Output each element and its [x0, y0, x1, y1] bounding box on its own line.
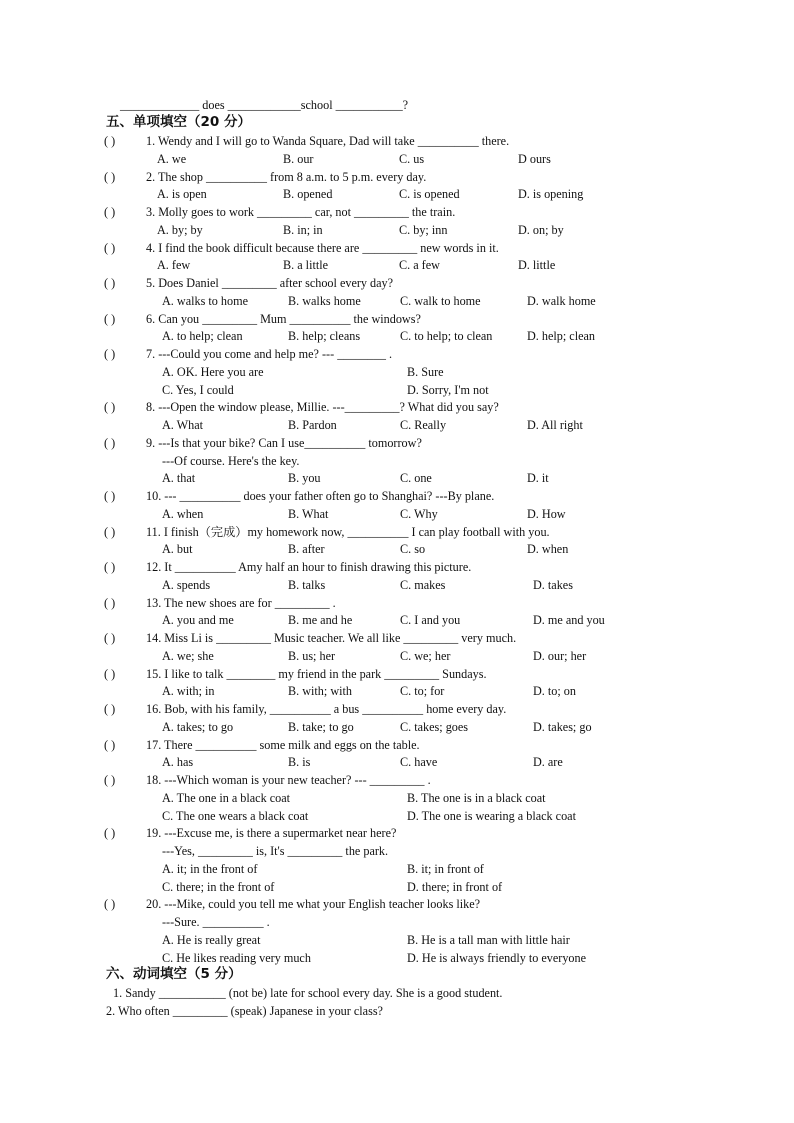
question-14-stem: 14. Miss Li is _________ Music teacher. We all like _________ very much.	[146, 631, 517, 645]
answer-paren-15: ( )	[104, 666, 116, 681]
question-19-line2: ---Yes, _________ is, It's _________ the park.	[162, 844, 389, 858]
question-5-stem: 5. Does Daniel _________ after school every day?	[146, 276, 394, 290]
question-10-option-C: C. Why	[400, 506, 438, 521]
question-11-option-D: D. when	[527, 542, 569, 557]
question-15-option-B: B. with; with	[288, 684, 352, 699]
answer-paren-20: ( )	[104, 897, 116, 912]
verb-item-1: 1. Sandy ___________ (not be) late for school every day. She is a good student.	[113, 986, 503, 1000]
question-13-option-A: A. you and me	[162, 613, 234, 628]
question-4-option-D: D. little	[518, 258, 556, 273]
question-2-stem: 2. The shop __________ from 8 a.m. to 5 p.m. every day.	[146, 169, 427, 184]
question-13-stem: 13. The new shoes are for _________ .	[146, 595, 336, 610]
question-15-option-A: A. with; in	[162, 684, 215, 699]
question-7-option-C: C. Yes, I could	[162, 382, 234, 397]
question-11-option-A: A. but	[162, 542, 193, 557]
question-7-option-A: A. OK. Here you are	[162, 364, 264, 379]
question-7-option-B: B. Sure	[407, 364, 444, 379]
question-2-option-C: C. is opened	[399, 187, 460, 202]
question-18-option-A: A. The one in a black coat	[162, 790, 291, 805]
question-16-option-C: C. takes; goes	[400, 719, 469, 734]
question-9-option-C: C. one	[400, 471, 432, 486]
question-11-option-B: B. after	[288, 542, 325, 557]
question-1-option-B: B. our	[283, 151, 314, 166]
question-9-option-D: D. it	[527, 471, 549, 486]
question-19-option-B: B. it; in front of	[407, 861, 484, 876]
question-15-stem: 15. I like to talk ________ my friend in the park _________ Sundays.	[146, 666, 487, 681]
question-19-stem: 19. ---Excuse me, is there a supermarket near here?	[146, 826, 397, 841]
question-17-option-D: D. are	[533, 755, 563, 770]
answer-paren-9: ( )	[104, 435, 116, 450]
question-3-option-C: C. by; inn	[399, 222, 448, 237]
question-6-option-A: A. to help; clean	[162, 329, 243, 344]
question-8-option-B: B. Pardon	[288, 418, 337, 432]
question-7-stem: 7. ---Could you come and help me? --- ________ .	[146, 347, 393, 361]
verb-item-2: 2. Who often _________ (speak) Japanese in your class?	[106, 1004, 383, 1018]
question-17-stem: 17. There __________ some milk and eggs on the table.	[146, 737, 420, 752]
answer-paren-16: ( )	[104, 702, 116, 716]
question-10-stem: 10. --- __________ does your father often go to Shanghai? ---By plane.	[146, 489, 495, 503]
question-20-option-D: D. He is always friendly to everyone	[407, 950, 587, 965]
question-9-option-A: A. that	[162, 471, 196, 486]
question-12-option-B: B. talks	[288, 577, 326, 592]
question-11-stem: 11. I finish（完成）my homework now, __________ I can play football with you.	[146, 524, 550, 539]
question-2-option-A: A. is open	[157, 187, 207, 202]
question-16-option-B: B. take; to go	[288, 719, 354, 734]
question-14-option-D: D. our; her	[533, 648, 587, 663]
answer-paren-19: ( )	[104, 826, 116, 841]
question-12-option-A: A. spends	[162, 577, 211, 592]
question-18-option-D: D. The one is wearing a black coat	[407, 808, 576, 823]
question-13-option-B: B. me and he	[288, 613, 353, 628]
question-16-option-A: A. takes; to go	[162, 719, 234, 734]
question-20-option-B: B. He is a tall man with little hair	[407, 932, 570, 947]
answer-paren-2: ( )	[104, 169, 116, 184]
question-10-option-A: A. when	[162, 506, 204, 521]
question-6-option-D: D. help; clean	[527, 329, 596, 344]
question-17-option-A: A. has	[162, 755, 194, 770]
question-17-option-C: C. have	[400, 755, 438, 770]
question-5-option-A: A. walks to home	[162, 293, 248, 308]
question-20-option-A: A. He is really great	[162, 932, 261, 947]
answer-paren-11: ( )	[104, 524, 116, 539]
question-10-option-D: D. How	[527, 506, 566, 521]
question-12-option-C: C. makes	[400, 577, 446, 592]
question-6-option-B: B. help; cleans	[288, 329, 361, 344]
question-14-option-A: A. we; she	[162, 648, 214, 663]
question-10-option-B: B. What	[288, 506, 329, 521]
question-15-option-D: D. to; on	[533, 684, 576, 699]
top-fill-line: _____________ does ____________school ___________?	[120, 98, 409, 112]
question-7-option-D: D. Sorry, I'm not	[407, 382, 489, 397]
question-1-option-D: D ours	[518, 151, 551, 166]
question-1-stem: 1. Wendy and I will go to Wanda Square, Dad will take __________ there.	[146, 134, 510, 148]
question-4-option-A: A. few	[157, 258, 191, 273]
question-12-stem: 12. It __________ Amy half an hour to finish drawing this picture.	[146, 560, 472, 574]
question-20-stem: 20. ---Mike, could you tell me what your English teacher looks like?	[146, 897, 481, 912]
answer-paren-7: ( )	[104, 347, 116, 361]
question-16-stem: 16. Bob, with his family, __________ a bus __________ home every day.	[146, 702, 507, 716]
section-5-heading: 五、单项填空（20 分）	[106, 114, 251, 130]
question-3-stem: 3. Molly goes to work _________ car, not _________ the train.	[146, 205, 456, 219]
question-18-option-C: C. The one wears a black coat	[162, 808, 309, 823]
answer-paren-5: ( )	[104, 276, 116, 290]
question-13-option-C: C. I and you	[400, 613, 461, 628]
question-20-option-C: C. He likes reading very much	[162, 950, 311, 965]
answer-paren-17: ( )	[104, 737, 116, 752]
question-8-option-C: C. Really	[400, 418, 447, 432]
answer-paren-13: ( )	[104, 595, 116, 610]
question-17-option-B: B. is	[288, 755, 311, 770]
question-14-option-C: C. we; her	[400, 648, 451, 663]
question-6-stem: 6. Can you _________ Mum __________ the windows?	[146, 311, 421, 326]
question-4-option-B: B. a little	[283, 258, 329, 273]
question-18-stem: 18. ---Which woman is your new teacher? --- _________ .	[146, 773, 431, 787]
answer-paren-18: ( )	[104, 773, 116, 787]
question-11-option-C: C. so	[400, 542, 426, 557]
question-18-option-B: B. The one is in a black coat	[407, 790, 546, 805]
answer-paren-12: ( )	[104, 560, 116, 574]
question-3-option-A: A. by; by	[157, 222, 203, 237]
answer-paren-3: ( )	[104, 205, 116, 219]
answer-paren-1: ( )	[104, 134, 116, 148]
question-6-option-C: C. to help; to clean	[400, 329, 493, 344]
question-5-option-C: C. walk to home	[400, 293, 481, 308]
question-9-stem: 9. ---Is that your bike? Can I use__________ tomorrow?	[146, 435, 422, 450]
question-8-stem: 8. ---Open the window please, Millie. ---_________? What did you say?	[146, 400, 499, 415]
question-19-option-C: C. there; in the front of	[162, 879, 275, 894]
question-8-option-A: A. What	[162, 418, 204, 432]
question-12-option-D: D. takes	[533, 577, 573, 592]
question-4-option-C: C. a few	[399, 258, 440, 273]
question-19-option-A: A. it; in the front of	[162, 861, 258, 876]
question-2-option-B: B. opened	[283, 187, 333, 202]
question-15-option-C: C. to; for	[400, 684, 445, 699]
question-13-option-D: D. me and you	[533, 613, 605, 628]
question-20-line2: ---Sure. __________ .	[162, 915, 270, 929]
question-4-stem: 4. I find the book difficult because there are _________ new words in it.	[146, 240, 499, 255]
question-9-line2: ---Of course. Here's the key.	[162, 453, 300, 468]
question-1-option-C: C. us	[399, 151, 425, 166]
question-1-option-A: A. we	[157, 151, 187, 166]
answer-paren-6: ( )	[104, 311, 116, 326]
question-19-option-D: D. there; in front of	[407, 879, 503, 894]
answer-paren-4: ( )	[104, 240, 116, 255]
answer-paren-14: ( )	[104, 631, 116, 645]
question-3-option-D: D. on; by	[518, 222, 564, 237]
section-6-heading: 六、动词填空（5 分）	[106, 966, 242, 982]
answer-paren-8: ( )	[104, 400, 116, 415]
question-9-option-B: B. you	[288, 471, 321, 486]
question-2-option-D: D. is opening	[518, 187, 584, 202]
question-5-option-D: D. walk home	[527, 293, 596, 308]
question-3-option-B: B. in; in	[283, 222, 323, 237]
question-16-option-D: D. takes; go	[533, 719, 592, 734]
answer-paren-10: ( )	[104, 489, 116, 503]
question-8-option-D: D. All right	[527, 418, 583, 432]
question-14-option-B: B. us; her	[288, 648, 336, 663]
question-5-option-B: B. walks home	[288, 293, 361, 308]
